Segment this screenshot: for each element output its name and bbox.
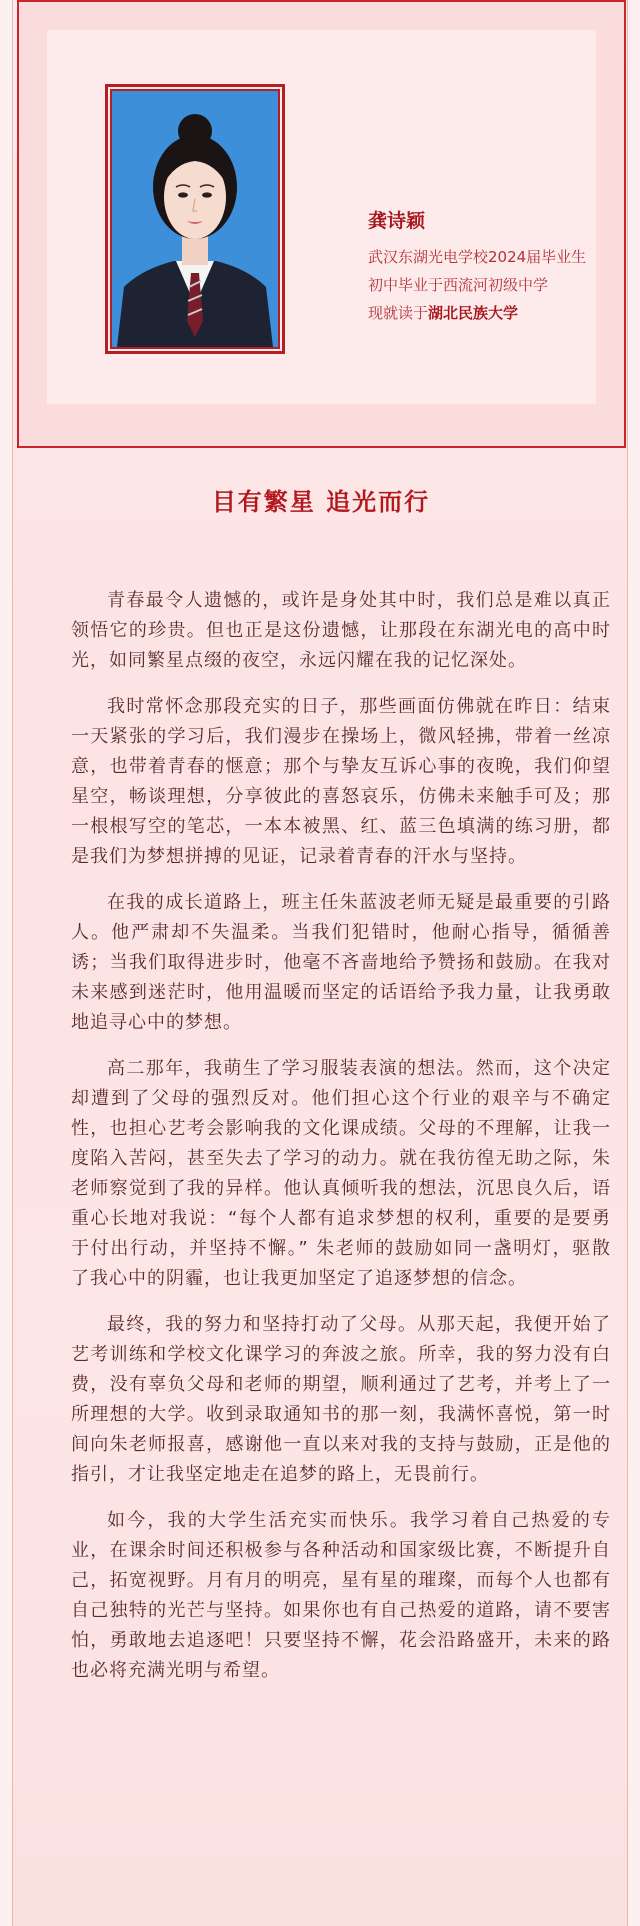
article-title: 目有繁星 追光而行 [211, 488, 431, 516]
middle-school-line: 初中毕业于西流河初级中学 [368, 276, 549, 294]
profile-info [368, 206, 586, 327]
graduation-line: 武汉东湖光电学校2024届毕业生 [368, 248, 587, 266]
paragraph-2: 我时常怀念那段充实的日子，那些画面仿佛就在昨日：结束一天紧张的学习后，我们漫步在操场上，微风轻拂，带着一丝凉意，也带着青春的惬意；那个与挚友互诉心事的夜晚，我们仰望星空，畅谈理想，分享彼此的喜怒哀乐，仿佛未来触手可及；那一根根写空的笔芯，一本本被黑、红、蓝三色填满的练习册，都是我们为梦想拼搏的见证，记录着青春的汗水与坚持。 [71, 696, 611, 867]
student-name: 龚诗颖 [368, 210, 426, 232]
profile-card [17, 0, 626, 448]
portrait-illustration [112, 91, 278, 347]
paragraph-1: 青春最令人遗憾的，或许是身处其中时，我们总是难以真正领悟它的珍贵。但也正是这份遗憾，让那段在东湖光电的高中时光，如同繁星点缀的夜空，永远闪耀在我的记忆深处。 [71, 590, 611, 671]
university-name: 湖北民族大学 [428, 304, 519, 322]
university-prefix: 现就读于 [368, 304, 429, 322]
university-line [368, 299, 586, 327]
paragraph-6: 如今，我的大学生活充实而快乐。我学习着自己热爱的专业，在课余时间还积极参与各种活动和国家级比赛，不断提升自己，拓宽视野。月有月的明亮，星有星的璀璨，而每个人也都有自己独特的光芒与坚持。如果你也有自己热爱的道路，请不要害怕，勇敢地去追逐吧！只要坚持不懈，花会沿路盛开，未来的路也必将充满光明与希望。 [71, 1510, 611, 1681]
profile-card-inner [47, 30, 596, 404]
portrait-photo [112, 91, 278, 347]
paragraph-5: 最终，我的努力和坚持打动了父母。从那天起，我便开始了艺考训练和学校文化课学习的奔波之旅。所幸，我的努力没有白费，没有辜负父母和老师的期望，顺利通过了艺考，并考上了一所理想的大学。收到录取通知书的那一刻，我满怀喜悦，第一时间向朱老师报喜，感谢他一直以来对我的支持与鼓励，正是他的指引，才让我坚定地走在追梦的路上，无畏前行。 [71, 1314, 611, 1485]
article-body [71, 586, 611, 1702]
paragraph-4: 高二那年，我萌生了学习服装表演的想法。然而，这个决定却遭到了父母的强烈反对。他们担心这个行业的艰辛与不确定性，也担心艺考会影响我的文化课成绩。父母的不理解，让我一度陷入苦闷，甚至失去了学习的动力。就在我彷徨无助之际，朱老师察觉到了我的异样。他认真倾听我的想法，沉思良久后，语重心长地对我说：“每个人都有追求梦想的权利，重要的是要勇于付出行动，并坚持不懈。” 朱老师的鼓励如同一盏明灯，驱散了我心中的阴霾，也让我更加坚定了追逐梦想的信念。 [71, 1058, 611, 1289]
paragraph-3: 在我的成长道路上，班主任朱蓝波老师无疑是最重要的引路人。他严肃却不失温柔。当我们犯错时，他耐心指导，循循善诱；当我们取得进步时，他毫不吝啬地给予赞扬和鼓励。在我对未来感到迷茫时，他用温暖而坚定的话语给予我力量，让我勇敢地追寻心中的梦想。 [71, 892, 611, 1033]
portrait-frame [105, 84, 285, 354]
page [12, 0, 628, 1926]
